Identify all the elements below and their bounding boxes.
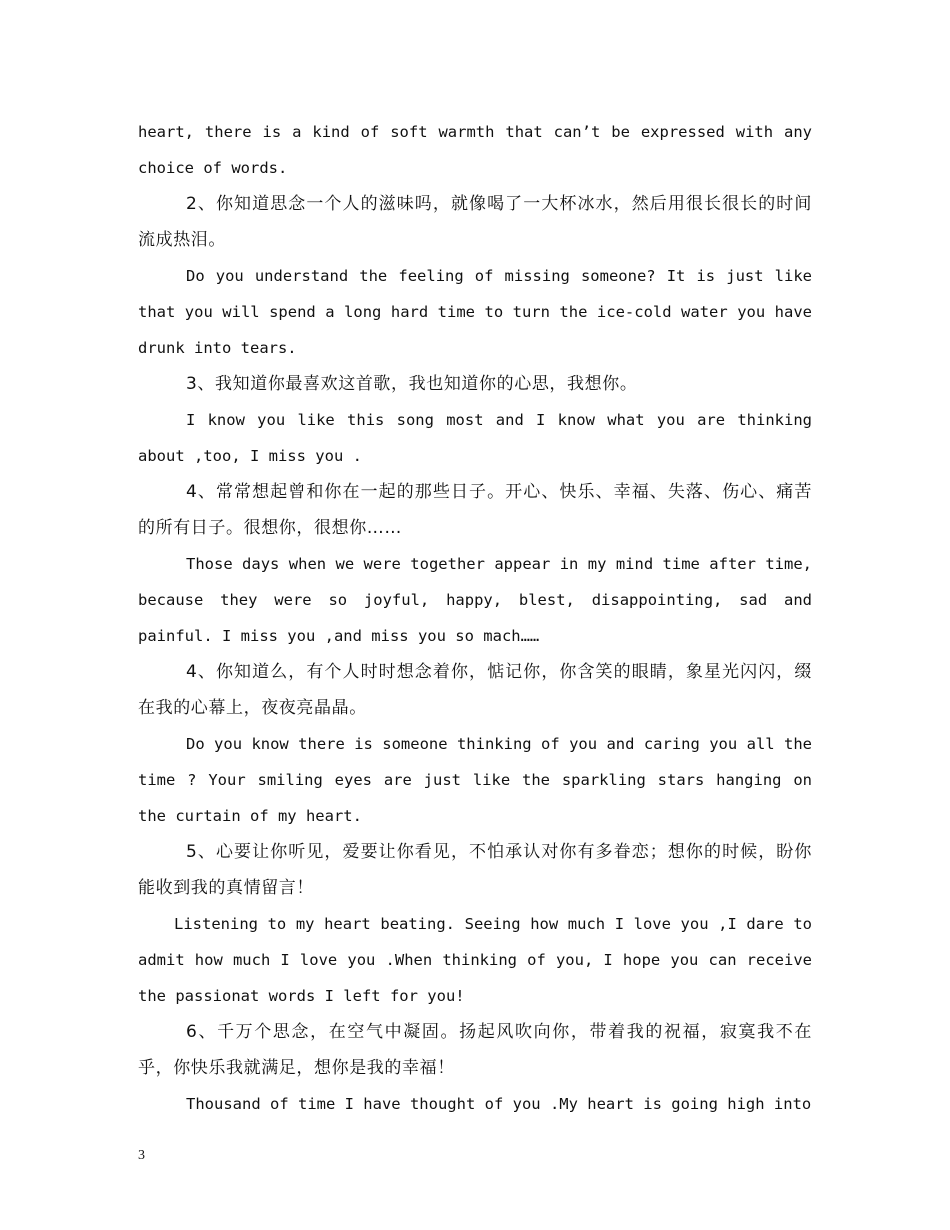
paragraph-chinese-6: 6、千万个思念，在空气中凝固。扬起风吹向你，带着我的祝福，寂寞我不在乎，你快乐我就满足，想你是我的幸福！ xyxy=(138,1022,812,1078)
paragraph-chinese-3: 3、我知道你最喜欢这首歌，我也知道你的心思，我想你。 xyxy=(186,374,638,394)
paragraph-english-6: Thousand of time I have thought of you .My heart is going high into xyxy=(186,1095,812,1113)
paragraph-chinese-4b: 4、你知道么，有个人时时想念着你，惦记你，你含笑的眼睛，象星光闪闪，缀在我的心幕上，夜夜亮晶晶。 xyxy=(138,662,812,718)
paragraph-english-2: Do you understand the feeling of missing someone? It is just like that you will spend a long hard time to turn the ice-cold water you have drunk into tears. xyxy=(138,267,812,357)
page-number: 3 xyxy=(138,1148,145,1163)
paragraph-english-3: I know you like this song most and I know what you are thinking about ,too, I miss you . xyxy=(138,411,812,465)
paragraph-english-4a: Those days when we were together appear in my mind time after time, because they were so joyful, happy, blest, disappointing, sad and painful. I miss you ,and miss you so mach…… xyxy=(138,555,812,645)
document-body xyxy=(138,114,812,1122)
paragraph-english-5: Listening to my heart beating. Seeing how much I love you ,I dare to admit how much I love you .When thinking of you, I hope you can receive the passionat words I left for you! xyxy=(138,915,812,1005)
paragraph-english-continuation: heart, there is a kind of soft warmth that can’t be expressed with any choice of words. xyxy=(138,123,812,177)
paragraph-chinese-4a: 4、常常想起曾和你在一起的那些日子。开心、快乐、幸福、失落、伤心、痛苦的所有日子。很想你，很想你…… xyxy=(138,482,812,538)
paragraph-english-4b: Do you know there is someone thinking of you and caring you all the time ? Your smiling eyes are just like the sparkling stars hanging on the curtain of my heart. xyxy=(138,735,812,825)
paragraph-chinese-2: 2、你知道思念一个人的滋味吗，就像喝了一大杯冰水，然后用很长很长的时间流成热泪。 xyxy=(138,194,812,250)
paragraph-chinese-5: 5、心要让你听见，爱要让你看见，不怕承认对你有多眷恋；想你的时候，盼你能收到我的真情留言！ xyxy=(138,842,812,898)
